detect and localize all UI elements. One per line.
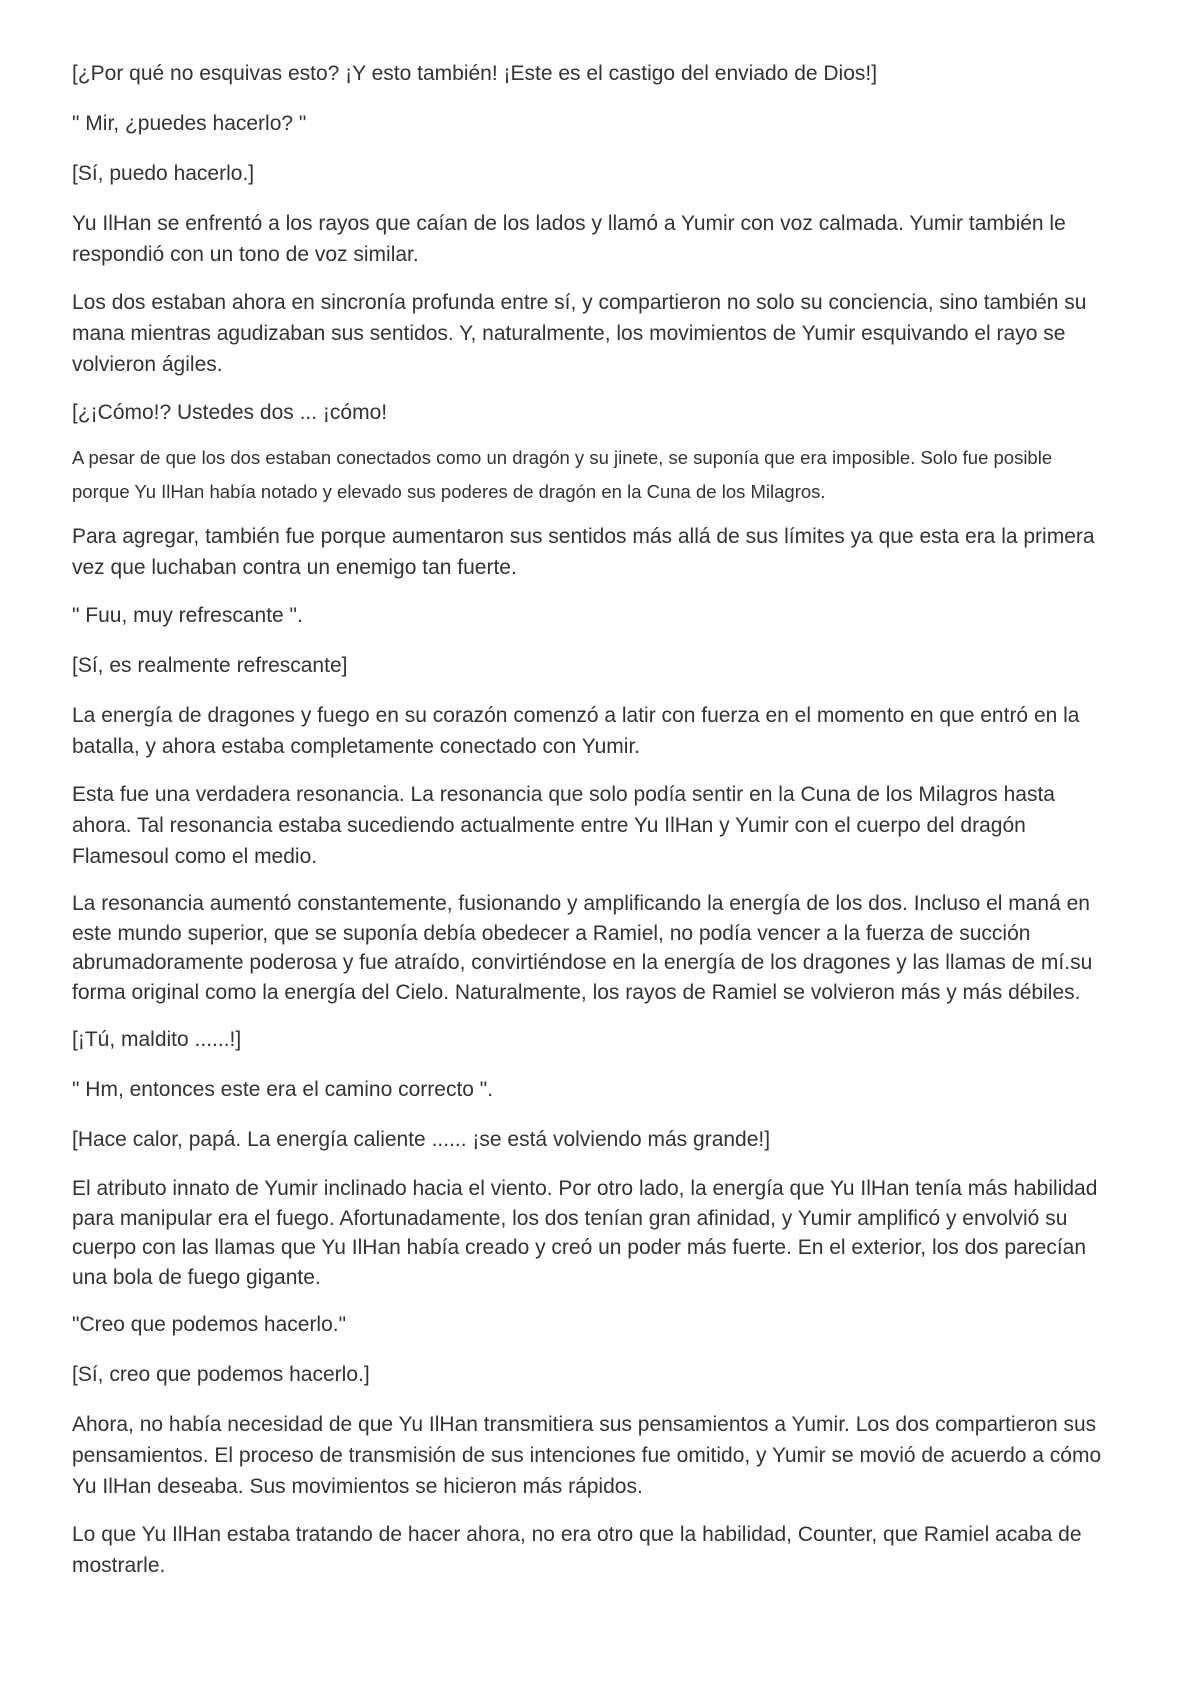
paragraph-16: [Hace calor, papá. La energía caliente ...... ¡se está volviendo más grande!] xyxy=(72,1128,771,1151)
paragraph-4: Yu IlHan se enfrentó a los rayos que caían de los lados y llamó a Yumir con voz calmada. Yumir también le respondió con un tono de voz similar. xyxy=(72,212,1066,266)
paragraph-17: El atributo innato de Yumir inclinado hacia el viento. Por otro lado, la energía que Yu IlHan tenía más habilidad para manipular era el fuego. Afortunadamente, los dos tenían gran afinidad, y Yumir amplificó y envolvió su cuerpo con las llamas que Yu IlHan había creado y creó un poder más fuerte. En el exterior, los dos parecían una bola de fuego gigante. xyxy=(72,1177,1098,1289)
paragraph-3: [Sí, puedo hacerlo.] xyxy=(72,162,255,185)
paragraph-21: Lo que Yu IlHan estaba tratando de hacer ahora, no era otro que la habilidad, Counter, que Ramiel acaba de mostrarle. xyxy=(72,1523,1082,1577)
paragraph-5: Los dos estaban ahora en sincronía profunda entre sí, y compartieron no solo su conciencia, sino también su mana mientras agudizaban sus sentidos. Y, naturalmente, los movimientos de Yumir esquivando el rayo se volvieron ágiles. xyxy=(72,291,1087,376)
paragraph-18: "Creo que podemos hacerlo." xyxy=(72,1313,347,1336)
paragraph-12: Esta fue una verdadera resonancia. La resonancia que solo podía sentir en la Cuna de los Milagros hasta ahora. Tal resonancia estaba sucediendo actualmente entre Yu IlHan y Yumir con el cuerpo del dragón Flamesoul como el medio. xyxy=(72,783,1055,868)
paragraph-10: [Sí, es realmente refrescante] xyxy=(72,654,348,677)
paragraph-7: A pesar de que los dos estaban conectados como un dragón y su jinete, se suponía que era imposible. Solo fue posible porque Yu IlHan había notado y elevado sus poderes de dragón en la Cuna de los Milagros. xyxy=(72,447,1053,502)
paragraph-9: " Fuu, muy refrescante ". xyxy=(72,604,303,627)
paragraph-8: Para agregar, también fue porque aumentaron sus sentidos más allá de sus límites ya que esta era la primera vez que luchaban contra un enemigo tan fuerte. xyxy=(72,525,1095,579)
paragraph-19: [Sí, creo que podemos hacerlo.] xyxy=(72,1363,370,1386)
paragraph-11: La energía de dragones y fuego en su corazón comenzó a latir con fuerza en el momento en que entró en la batalla, y ahora estaba completamente conectado con Yumir. xyxy=(72,704,1080,758)
paragraph-20: Ahora, no había necesidad de que Yu IlHan transmitiera sus pensamientos a Yumir. Los dos compartieron sus pensamientos. El proceso de transmisión de sus intenciones fue omitido, y Yumir se movió de acuerdo a cómo Yu IlHan deseaba. Sus movimientos se hicieron más rápidos. xyxy=(72,1413,1102,1498)
paragraph-1: [¿Por qué no esquivas esto? ¡Y esto también! ¡Este es el castigo del enviado de Dios!] xyxy=(72,62,878,85)
paragraph-6: [¿¡Cómo!? Ustedes dos ... ¡cómo! xyxy=(72,401,388,424)
paragraph-2: " Mir, ¿puedes hacerlo? " xyxy=(72,112,307,135)
paragraph-14: [¡Tú, maldito ......!] xyxy=(72,1028,242,1051)
paragraph-13: La resonancia aumentó constantemente, fusionando y amplificando la energía de los dos. Incluso el maná en este mundo superior, que se suponía debía obedecer a Ramiel, no podía vencer a la fuerza de succión abrumadoramente poderosa y fue atraído, convirtiéndose en la energía de los dragones y las llamas de mí.su forma original como la energía del Cielo. Naturalmente, los rayos de Ramiel se volvieron más y más débiles. xyxy=(72,892,1093,1004)
paragraph-15: " Hm, entonces este era el camino correcto ". xyxy=(72,1078,494,1101)
